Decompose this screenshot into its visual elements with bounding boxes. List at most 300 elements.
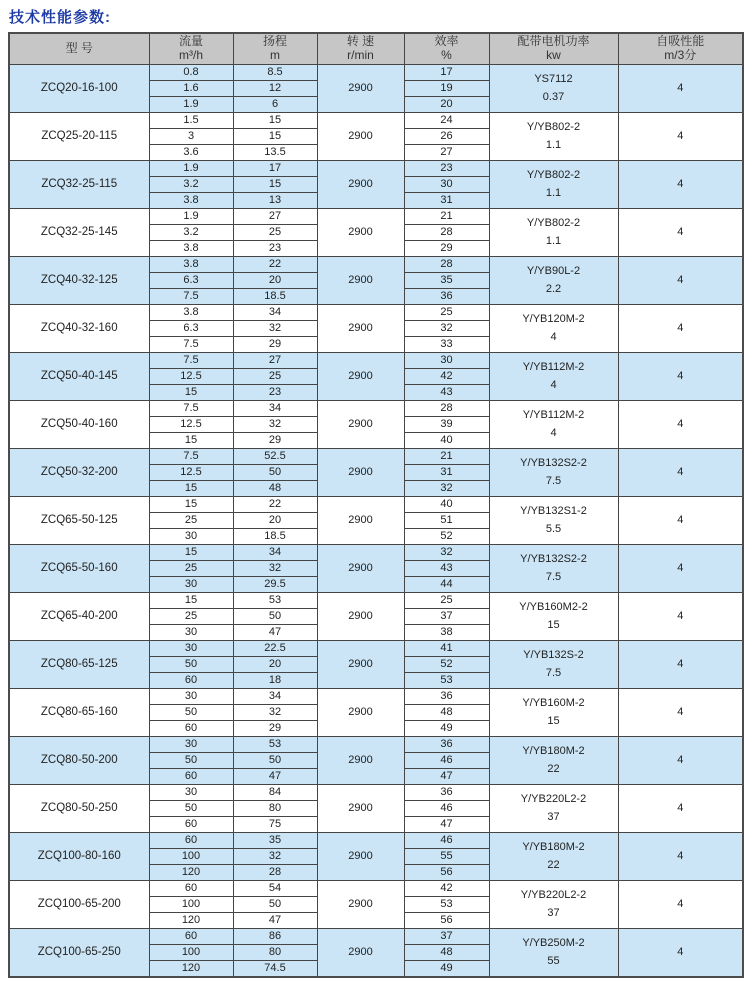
head-cell: 13 [233, 193, 317, 209]
efficiency-cell: 52 [404, 657, 489, 673]
motor-power: 4 [550, 426, 557, 439]
model-cell: ZCQ65-40-200 [9, 593, 149, 641]
efficiency-cell: 41 [404, 641, 489, 657]
flow-cell: 100 [149, 897, 233, 913]
self-priming-cell: 4 [618, 401, 743, 449]
flow-cell: 60 [149, 881, 233, 897]
efficiency-cell: 48 [404, 945, 489, 961]
flow-cell: 120 [149, 961, 233, 978]
flow-cell: 30 [149, 577, 233, 593]
efficiency-cell: 31 [404, 465, 489, 481]
self-priming-cell: 4 [618, 161, 743, 209]
motor-power: 7.5 [545, 474, 562, 487]
motor-cell [489, 161, 618, 209]
flow-cell: 30 [149, 641, 233, 657]
motor-cell [489, 497, 618, 545]
speed-cell: 2900 [317, 497, 404, 545]
speed-cell: 2900 [317, 209, 404, 257]
motor-cell [489, 305, 618, 353]
motor-model: Y/YB802-2 [526, 217, 581, 230]
efficiency-cell: 28 [404, 257, 489, 273]
head-cell: 32 [233, 321, 317, 337]
flow-cell: 1.9 [149, 209, 233, 225]
motor-model: Y/YB112M-2 [522, 361, 585, 374]
self-priming-cell: 4 [618, 881, 743, 929]
column-header-label: 效率 [434, 34, 459, 49]
speed-cell: 2900 [317, 305, 404, 353]
efficiency-cell: 23 [404, 161, 489, 177]
flow-cell: 12.5 [149, 369, 233, 385]
speed-cell: 2900 [317, 257, 404, 305]
head-cell: 28 [233, 865, 317, 881]
head-cell: 29 [233, 721, 317, 737]
flow-cell: 15 [149, 433, 233, 449]
header-row [9, 33, 743, 65]
model-cell: ZCQ32-25-115 [9, 161, 149, 209]
self-priming-cell: 4 [618, 833, 743, 881]
flow-cell: 25 [149, 513, 233, 529]
column-header-0 [9, 33, 149, 65]
page-title: 技术性能参数: [9, 9, 111, 26]
self-priming-cell: 4 [618, 929, 743, 978]
model-cell: ZCQ100-65-200 [9, 881, 149, 929]
head-cell: 13.5 [233, 145, 317, 161]
motor-power: 22 [547, 762, 560, 775]
flow-cell: 1.6 [149, 81, 233, 97]
self-priming-cell: 4 [618, 305, 743, 353]
head-cell: 75 [233, 817, 317, 833]
model-cell: ZCQ80-65-125 [9, 641, 149, 689]
efficiency-cell: 32 [404, 321, 489, 337]
flow-cell: 12.5 [149, 465, 233, 481]
flow-cell: 6.3 [149, 321, 233, 337]
efficiency-cell: 35 [404, 273, 489, 289]
speed-cell: 2900 [317, 593, 404, 641]
column-header-label: 型 号 [65, 41, 93, 56]
flow-cell: 100 [149, 849, 233, 865]
table-row [9, 257, 743, 273]
efficiency-cell: 33 [404, 337, 489, 353]
flow-cell: 7.5 [149, 337, 233, 353]
efficiency-cell: 30 [404, 353, 489, 369]
flow-cell: 25 [149, 561, 233, 577]
head-cell: 86 [233, 929, 317, 945]
table-row [9, 65, 743, 81]
efficiency-cell: 21 [404, 449, 489, 465]
motor-cell [489, 833, 618, 881]
flow-cell: 30 [149, 529, 233, 545]
flow-cell: 60 [149, 817, 233, 833]
flow-cell: 3.8 [149, 241, 233, 257]
flow-cell: 60 [149, 769, 233, 785]
flow-cell: 3.8 [149, 193, 233, 209]
efficiency-cell: 47 [404, 769, 489, 785]
efficiency-cell: 21 [404, 209, 489, 225]
motor-power: 1.1 [545, 186, 562, 199]
head-cell: 23 [233, 241, 317, 257]
head-cell: 50 [233, 465, 317, 481]
column-header-label: 扬程 [262, 34, 287, 49]
efficiency-cell: 46 [404, 801, 489, 817]
flow-cell: 50 [149, 753, 233, 769]
head-cell: 18.5 [233, 529, 317, 545]
motor-model: Y/YB180M-2 [522, 841, 585, 854]
self-priming-cell: 4 [618, 113, 743, 161]
efficiency-cell: 52 [404, 529, 489, 545]
motor-cell [489, 401, 618, 449]
efficiency-cell: 25 [404, 593, 489, 609]
motor-cell [489, 257, 618, 305]
flow-cell: 15 [149, 497, 233, 513]
head-cell: 25 [233, 225, 317, 241]
model-cell: ZCQ80-65-160 [9, 689, 149, 737]
flow-cell: 120 [149, 865, 233, 881]
self-priming-cell: 4 [618, 449, 743, 497]
motor-cell [489, 689, 618, 737]
efficiency-cell: 28 [404, 401, 489, 417]
efficiency-cell: 31 [404, 193, 489, 209]
flow-cell: 50 [149, 801, 233, 817]
efficiency-cell: 26 [404, 129, 489, 145]
flow-cell: 50 [149, 705, 233, 721]
head-cell: 34 [233, 401, 317, 417]
head-cell: 32 [233, 417, 317, 433]
flow-cell: 1.5 [149, 113, 233, 129]
head-cell: 18.5 [233, 289, 317, 305]
motor-model: Y/YB250M-2 [522, 937, 585, 950]
efficiency-cell: 32 [404, 545, 489, 561]
self-priming-cell: 4 [618, 209, 743, 257]
flow-cell: 60 [149, 721, 233, 737]
table-row [9, 785, 743, 801]
head-cell: 53 [233, 737, 317, 753]
efficiency-cell: 42 [404, 369, 489, 385]
flow-cell: 6.3 [149, 273, 233, 289]
table-row [9, 593, 743, 609]
self-priming-cell: 4 [618, 641, 743, 689]
efficiency-cell: 27 [404, 145, 489, 161]
motor-power: 22 [547, 858, 560, 871]
speed-cell: 2900 [317, 689, 404, 737]
motor-cell [489, 113, 618, 161]
head-cell: 47 [233, 913, 317, 929]
head-cell: 84 [233, 785, 317, 801]
efficiency-cell: 40 [404, 497, 489, 513]
efficiency-cell: 36 [404, 737, 489, 753]
head-cell: 54 [233, 881, 317, 897]
head-cell: 22 [233, 257, 317, 273]
flow-cell: 3.6 [149, 145, 233, 161]
efficiency-cell: 53 [404, 673, 489, 689]
efficiency-cell: 43 [404, 385, 489, 401]
efficiency-cell: 19 [404, 81, 489, 97]
model-cell: ZCQ40-32-160 [9, 305, 149, 353]
head-cell: 80 [233, 801, 317, 817]
motor-model: Y/YB220L2-2 [520, 889, 587, 902]
efficiency-cell: 55 [404, 849, 489, 865]
motor-model: Y/YB132S1-2 [520, 505, 587, 518]
table-row [9, 161, 743, 177]
head-cell: 35 [233, 833, 317, 849]
efficiency-cell: 28 [404, 225, 489, 241]
efficiency-cell: 49 [404, 721, 489, 737]
motor-cell [489, 449, 618, 497]
motor-power: 37 [547, 810, 560, 823]
table-row [9, 449, 743, 465]
motor-cell [489, 785, 618, 833]
model-cell: ZCQ20-16-100 [9, 65, 149, 113]
flow-cell: 50 [149, 657, 233, 673]
motor-cell [489, 209, 618, 257]
model-cell: ZCQ50-32-200 [9, 449, 149, 497]
column-header-label: 自吸性能 [656, 34, 705, 49]
head-cell: 29 [233, 433, 317, 449]
motor-model: Y/YB160M-2 [522, 697, 585, 710]
flow-cell: 7.5 [149, 401, 233, 417]
motor-cell [489, 593, 618, 641]
efficiency-cell: 32 [404, 481, 489, 497]
efficiency-cell: 24 [404, 113, 489, 129]
column-header-3 [317, 33, 404, 65]
self-priming-cell: 4 [618, 785, 743, 833]
table-row [9, 689, 743, 705]
self-priming-cell: 4 [618, 65, 743, 113]
motor-power: 4 [550, 330, 557, 343]
head-cell: 27 [233, 353, 317, 369]
motor-power: 7.5 [545, 666, 562, 679]
flow-cell: 30 [149, 625, 233, 641]
flow-cell: 3.2 [149, 225, 233, 241]
motor-power: 1.1 [545, 234, 562, 247]
speed-cell: 2900 [317, 449, 404, 497]
table-row [9, 833, 743, 849]
speed-cell: 2900 [317, 929, 404, 978]
table-row [9, 641, 743, 657]
motor-power: 7.5 [545, 570, 562, 583]
motor-model: Y/YB112M-2 [522, 409, 585, 422]
motor-cell [489, 929, 618, 978]
motor-model: Y/YB90L-2 [526, 265, 581, 278]
model-cell: ZCQ50-40-145 [9, 353, 149, 401]
efficiency-cell: 46 [404, 833, 489, 849]
head-cell: 32 [233, 705, 317, 721]
column-header-6 [618, 33, 743, 65]
self-priming-cell: 4 [618, 689, 743, 737]
model-cell: ZCQ25-20-115 [9, 113, 149, 161]
flow-cell: 3.8 [149, 257, 233, 273]
head-cell: 8.5 [233, 65, 317, 81]
self-priming-cell: 4 [618, 545, 743, 593]
head-cell: 32 [233, 561, 317, 577]
motor-power: 15 [547, 714, 560, 727]
motor-power: 1.1 [545, 138, 562, 151]
motor-cell [489, 737, 618, 785]
column-header-4 [404, 33, 489, 65]
efficiency-cell: 48 [404, 705, 489, 721]
flow-cell: 100 [149, 945, 233, 961]
flow-cell: 7.5 [149, 353, 233, 369]
efficiency-cell: 20 [404, 97, 489, 113]
motor-cell [489, 641, 618, 689]
head-cell: 34 [233, 305, 317, 321]
flow-cell: 7.5 [149, 289, 233, 305]
speed-cell: 2900 [317, 113, 404, 161]
speed-cell: 2900 [317, 353, 404, 401]
self-priming-cell: 4 [618, 737, 743, 785]
model-cell: ZCQ100-80-160 [9, 833, 149, 881]
efficiency-cell: 29 [404, 241, 489, 257]
head-cell: 29.5 [233, 577, 317, 593]
efficiency-cell: 51 [404, 513, 489, 529]
column-header-label: 流量 [178, 34, 203, 49]
model-cell: ZCQ32-25-145 [9, 209, 149, 257]
motor-power: 0.37 [542, 90, 565, 103]
column-header-unit: r/min [347, 48, 374, 62]
column-header-label: 转 速 [346, 34, 375, 49]
column-header-unit: m [270, 48, 280, 62]
self-priming-cell: 4 [618, 593, 743, 641]
motor-model: Y/YB132S2-2 [520, 457, 587, 470]
efficiency-cell: 36 [404, 785, 489, 801]
speed-cell: 2900 [317, 833, 404, 881]
speed-cell: 2900 [317, 65, 404, 113]
model-cell: ZCQ100-65-250 [9, 929, 149, 978]
flow-cell: 30 [149, 737, 233, 753]
head-cell: 15 [233, 129, 317, 145]
table-row [9, 353, 743, 369]
table-row [9, 113, 743, 129]
column-header-unit: % [441, 48, 452, 62]
head-cell: 17 [233, 161, 317, 177]
motor-power: 2.2 [545, 282, 562, 295]
flow-cell: 3.8 [149, 305, 233, 321]
speed-cell: 2900 [317, 545, 404, 593]
head-cell: 6 [233, 97, 317, 113]
head-cell: 50 [233, 753, 317, 769]
head-cell: 20 [233, 273, 317, 289]
motor-model: Y/YB132S2-2 [520, 553, 587, 566]
motor-model: Y/YB802-2 [526, 121, 581, 134]
head-cell: 74.5 [233, 961, 317, 978]
speed-cell: 2900 [317, 161, 404, 209]
model-cell: ZCQ50-40-160 [9, 401, 149, 449]
flow-cell: 60 [149, 673, 233, 689]
motor-power: 5.5 [545, 522, 562, 535]
head-cell: 23 [233, 385, 317, 401]
motor-model: Y/YB220L2-2 [520, 793, 587, 806]
flow-cell: 25 [149, 609, 233, 625]
flow-cell: 0.8 [149, 65, 233, 81]
spec-table-body [9, 65, 743, 978]
model-cell: ZCQ65-50-160 [9, 545, 149, 593]
table-row [9, 737, 743, 753]
motor-cell [489, 545, 618, 593]
table-row [9, 881, 743, 897]
head-cell: 15 [233, 177, 317, 193]
efficiency-cell: 53 [404, 897, 489, 913]
column-header-1 [149, 33, 233, 65]
self-priming-cell: 4 [618, 497, 743, 545]
head-cell: 48 [233, 481, 317, 497]
flow-cell: 1.9 [149, 97, 233, 113]
efficiency-cell: 49 [404, 961, 489, 978]
motor-cell [489, 881, 618, 929]
flow-cell: 12.5 [149, 417, 233, 433]
motor-power: 4 [550, 378, 557, 391]
head-cell: 80 [233, 945, 317, 961]
efficiency-cell: 36 [404, 289, 489, 305]
motor-cell [489, 65, 618, 113]
head-cell: 50 [233, 609, 317, 625]
efficiency-cell: 40 [404, 433, 489, 449]
speed-cell: 2900 [317, 401, 404, 449]
spec-table [8, 32, 744, 978]
flow-cell: 30 [149, 689, 233, 705]
efficiency-cell: 36 [404, 689, 489, 705]
head-cell: 50 [233, 897, 317, 913]
motor-cell [489, 353, 618, 401]
motor-model: Y/YB160M2-2 [519, 601, 588, 614]
column-header-unit: kw [546, 48, 561, 62]
head-cell: 47 [233, 769, 317, 785]
head-cell: 15 [233, 113, 317, 129]
head-cell: 34 [233, 545, 317, 561]
self-priming-cell: 4 [618, 257, 743, 305]
head-cell: 20 [233, 513, 317, 529]
head-cell: 29 [233, 337, 317, 353]
table-row [9, 305, 743, 321]
head-cell: 53 [233, 593, 317, 609]
flow-cell: 60 [149, 833, 233, 849]
flow-cell: 7.5 [149, 449, 233, 465]
head-cell: 22 [233, 497, 317, 513]
motor-power: 15 [547, 618, 560, 631]
motor-power: 55 [547, 954, 560, 967]
head-cell: 22.5 [233, 641, 317, 657]
model-cell: ZCQ40-32-125 [9, 257, 149, 305]
column-header-2 [233, 33, 317, 65]
head-cell: 25 [233, 369, 317, 385]
motor-model: Y/YB802-2 [526, 169, 581, 182]
model-cell: ZCQ80-50-200 [9, 737, 149, 785]
speed-cell: 2900 [317, 785, 404, 833]
speed-cell: 2900 [317, 737, 404, 785]
head-cell: 18 [233, 673, 317, 689]
flow-cell: 120 [149, 913, 233, 929]
flow-cell: 3.2 [149, 177, 233, 193]
model-cell: ZCQ65-50-125 [9, 497, 149, 545]
efficiency-cell: 38 [404, 625, 489, 641]
efficiency-cell: 56 [404, 913, 489, 929]
motor-model: Y/YB120M-2 [522, 313, 585, 326]
self-priming-cell: 4 [618, 353, 743, 401]
head-cell: 32 [233, 849, 317, 865]
column-header-label: 配带电机功率 [517, 34, 590, 49]
column-header-unit: m³/h [179, 48, 203, 62]
motor-power: 37 [547, 906, 560, 919]
motor-model: Y/YB132S-2 [523, 649, 584, 662]
table-row [9, 929, 743, 945]
flow-cell: 15 [149, 593, 233, 609]
flow-cell: 15 [149, 545, 233, 561]
efficiency-cell: 56 [404, 865, 489, 881]
flow-cell: 3 [149, 129, 233, 145]
table-row [9, 401, 743, 417]
head-cell: 52.5 [233, 449, 317, 465]
efficiency-cell: 37 [404, 929, 489, 945]
head-cell: 34 [233, 689, 317, 705]
motor-model: Y/YB180M-2 [522, 745, 585, 758]
